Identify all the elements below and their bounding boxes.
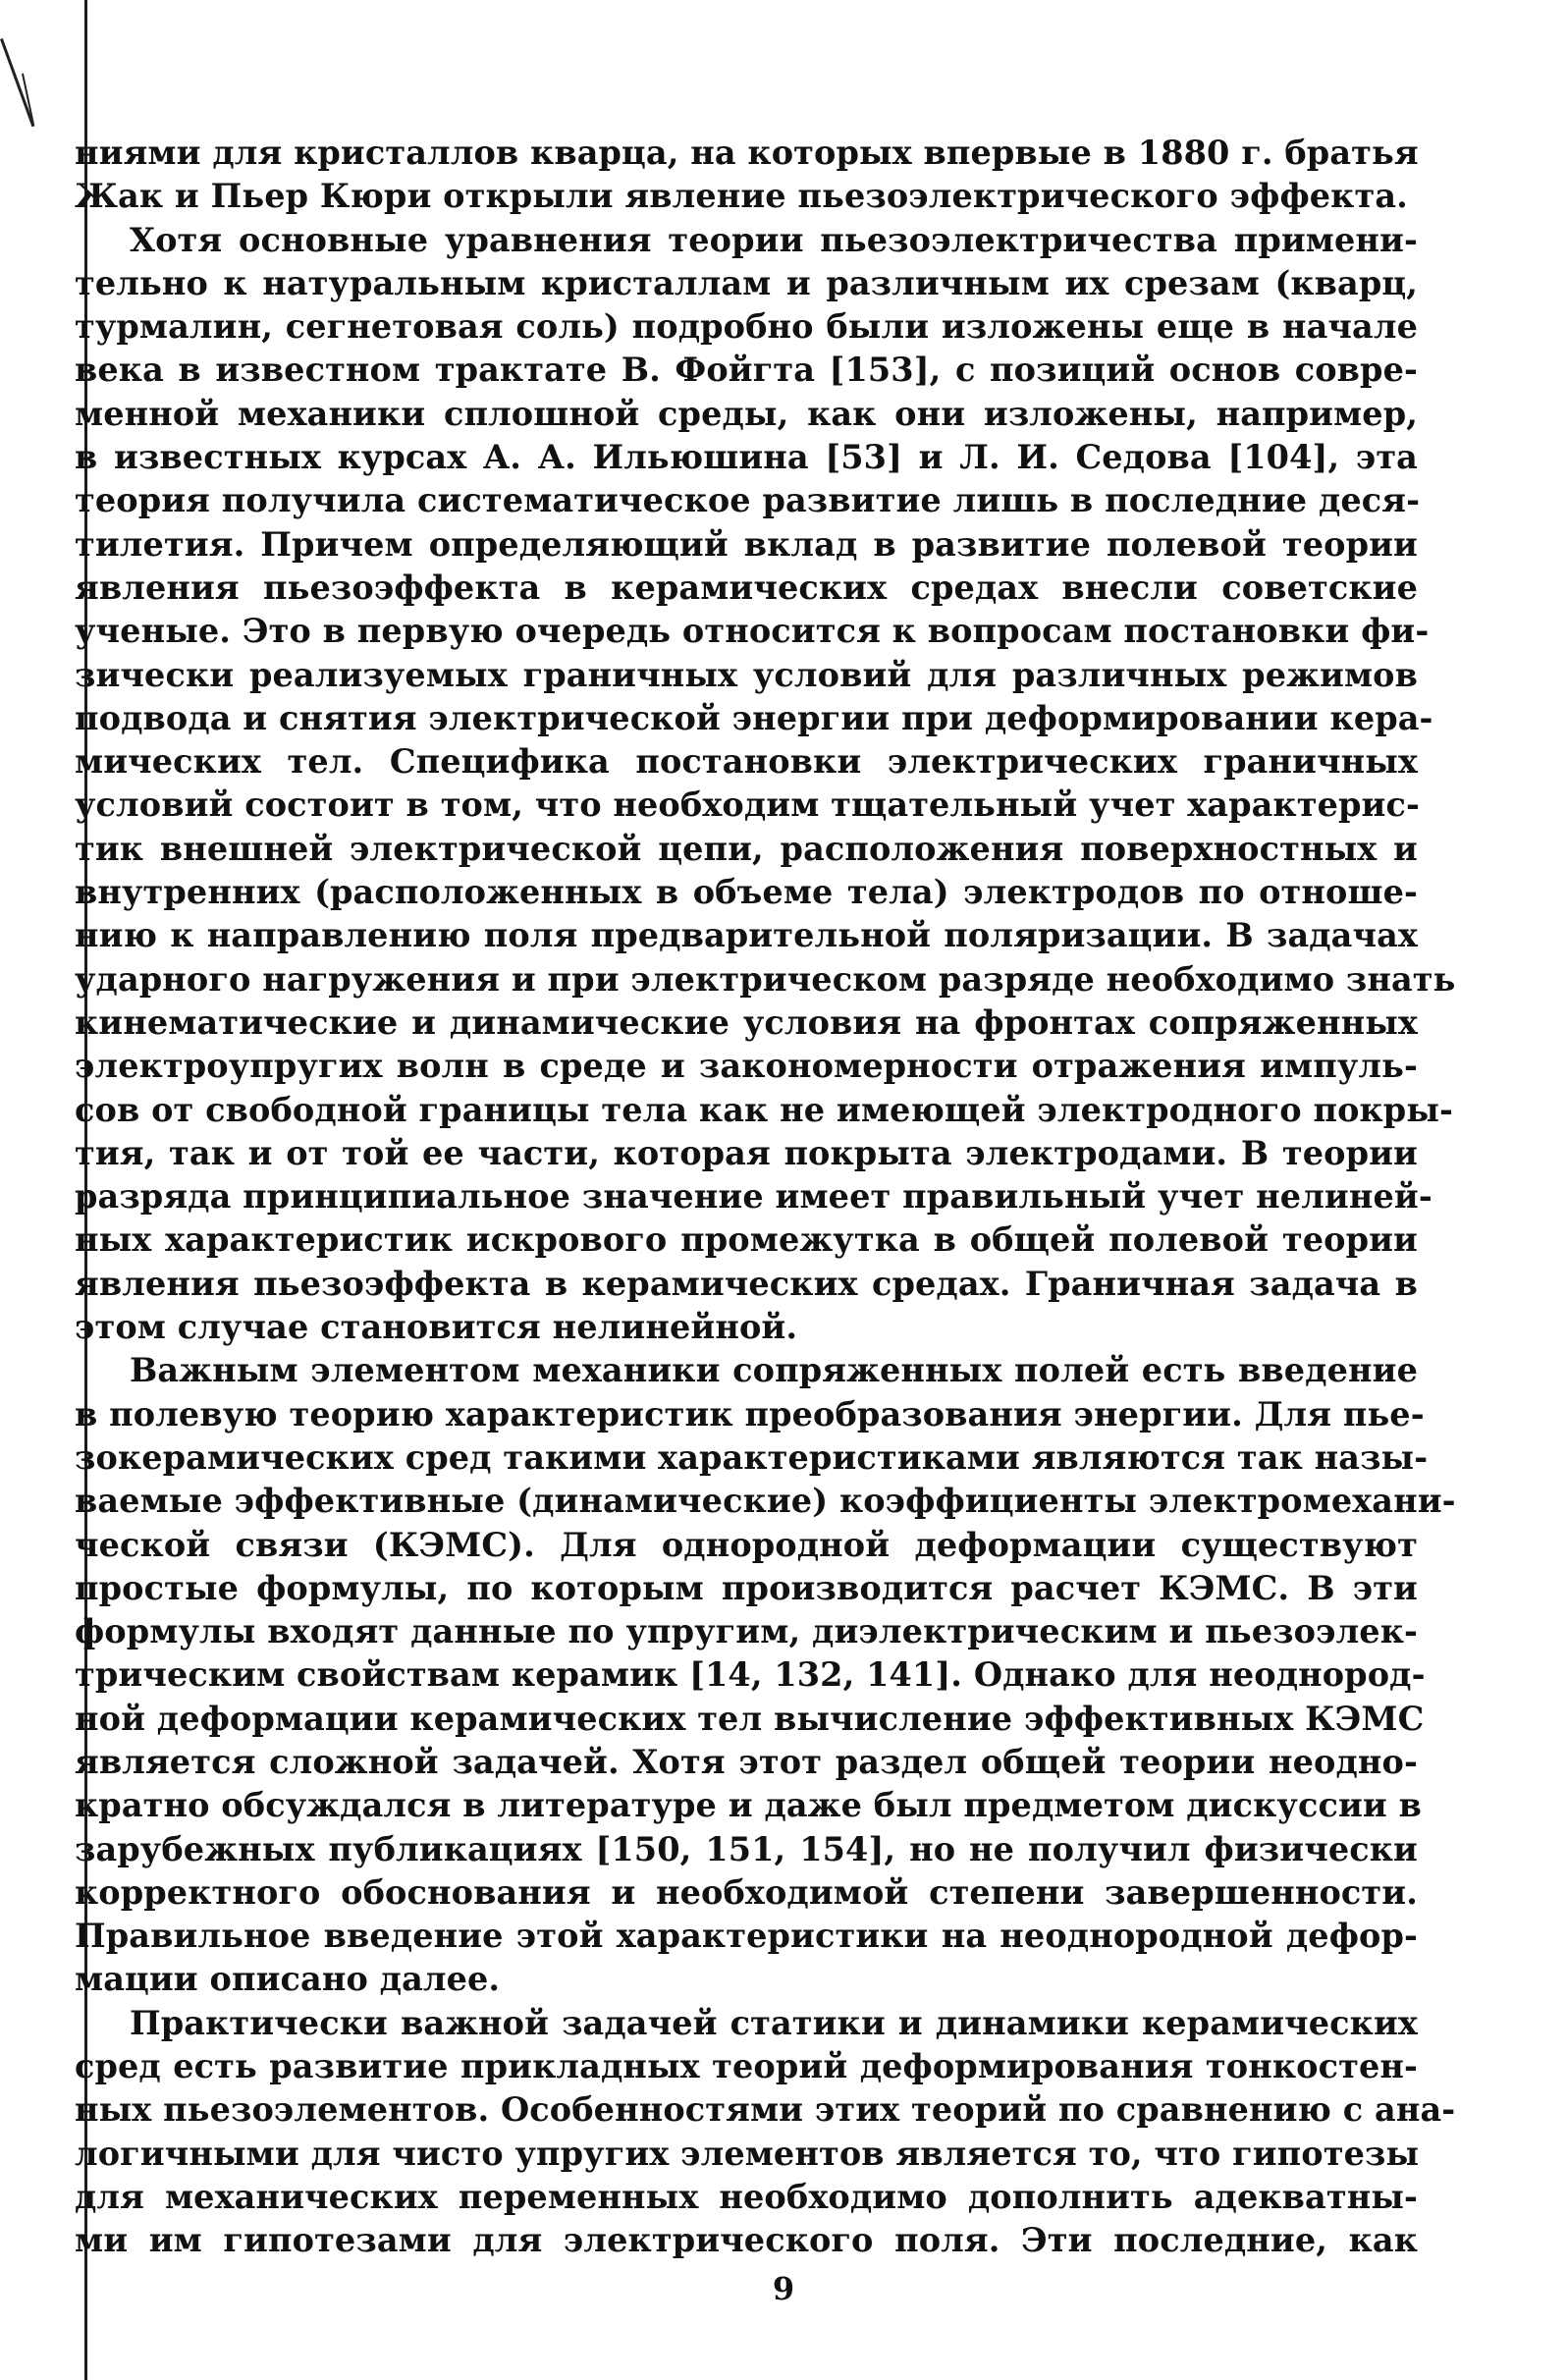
page-number: 9 bbox=[772, 2270, 795, 2307]
text-line: турмалин, сегнетовая соль) подробно были изложены еще в начале bbox=[75, 307, 1418, 347]
body-text bbox=[75, 132, 1456, 2263]
text-line: ударного нагружения и при электрическом разряде необходимо знать bbox=[75, 959, 1456, 999]
text-line: Жак и Пьер Кюри открыли явление пьезоэлектрического эффекта. bbox=[75, 177, 1408, 216]
text-line: Практически важной задачей статики и динамики керамических bbox=[130, 2003, 1418, 2042]
text-line: разряда принципиальное значение имеет правильный учет нелиней- bbox=[75, 1177, 1432, 1217]
text-line: ческой связи (КЭМС). Для однородной деформации существуют bbox=[75, 1525, 1418, 1564]
text-line: кинематические и динамические условия на фронтах сопряженных bbox=[75, 1002, 1418, 1042]
text-line: нию к направлению поля предварительной поляризации. В задачах bbox=[75, 916, 1418, 955]
text-line: ваемые эффективные (динамические) коэффициенты электромехани- bbox=[75, 1482, 1456, 1521]
text-line: явления пьезоэффекта в керамических средах. Граничная задача в bbox=[75, 1264, 1418, 1303]
text-line: тилетия. Причем определяющий вклад в развитие полевой теории bbox=[75, 524, 1418, 564]
text-line: мации описано далее. bbox=[75, 1960, 501, 1999]
text-line: явления пьезоэффекта в керамических средах внесли советские bbox=[75, 568, 1418, 607]
text-line: зически реализуемых граничных условий для различных режимов bbox=[75, 655, 1418, 694]
text-line: формулы входят данные по упругим, диэлектрическим и пьезоэлек- bbox=[75, 1612, 1418, 1651]
text-line: логичными для чисто упругих элементов является то, что гипотезы bbox=[75, 2134, 1420, 2173]
text-line: условий состоит в том, что необходим тщательный учет характерис- bbox=[75, 785, 1420, 825]
text-line: ных пьезоэлементов. Особенностями этих теорий по сравнению с ана- bbox=[75, 2090, 1456, 2130]
text-line: в известных курсах А. А. Ильюшина [53] и Л. И. Седова [104], эта bbox=[75, 438, 1418, 477]
text-line: теория получила систематическое развитие лишь в последние деся- bbox=[75, 481, 1421, 520]
text-line: мических тел. Специфика постановки электрических граничных bbox=[75, 742, 1418, 782]
text-line: в полевую теорию характеристик преобразования энергии. Для пье- bbox=[75, 1394, 1425, 1433]
text-line: Правильное введение этой характеристики на неоднородной дефор- bbox=[75, 1917, 1418, 1956]
text-line: ниями для кристаллов кварца, на которых впервые в 1880 г. братья bbox=[75, 134, 1419, 172]
text-line: корректного обоснования и необходимой степени завершенности. bbox=[75, 1872, 1418, 1912]
text-line: простые формулы, по которым производится расчет КЭМС. В эти bbox=[75, 1568, 1418, 1607]
text-line: зарубежных публикациях [150, 151, 154], но не получил физически bbox=[75, 1829, 1418, 1868]
text-line: менной механики сплошной среды, как они изложены, например, bbox=[75, 394, 1418, 433]
text-line: внутренних (расположенных в объеме тела) электродов по отноше- bbox=[75, 873, 1418, 912]
text-line: электроупругих волн в среде и закономерности отражения импуль- bbox=[75, 1047, 1418, 1086]
text-line: тия, так и от той ее части, которая покрыта электродами. В теории bbox=[75, 1133, 1418, 1172]
text-line: кратно обсуждался в литературе и даже был предметом дискуссии в bbox=[75, 1786, 1422, 1825]
text-line: Важным элементом механики сопряженных полей есть введение bbox=[130, 1351, 1418, 1390]
text-line: сред есть развитие прикладных теорий деформирования тонкостен- bbox=[75, 2047, 1418, 2086]
text-line: подвода и снятия электрической энергии при деформировании кера- bbox=[75, 698, 1433, 737]
text-line: сов от свободной границы тела как не имеющей электродного покры- bbox=[75, 1090, 1454, 1129]
text-line: ученые. Это в первую очередь относится к вопросам постановки фи- bbox=[75, 612, 1430, 651]
text-line: трическим свойствам керамик [14, 132, 141]. Однако для неоднород- bbox=[75, 1655, 1426, 1695]
text-line: зокерамических сред такими характеристиками являются так назы- bbox=[75, 1437, 1429, 1477]
text-line: тельно к натуральным кристаллам и различным их срезам (кварц, bbox=[75, 263, 1418, 302]
text-line: Хотя основные уравнения теории пьезоэлектричества примени- bbox=[130, 220, 1418, 259]
text-line: этом случае становится нелинейной. bbox=[75, 1308, 798, 1347]
text-line: века в известном трактате В. Фойгта [153], с позиций основ совре- bbox=[75, 351, 1418, 390]
text-line: является сложной задачей. Хотя этот раздел общей теории неодно- bbox=[75, 1742, 1418, 1781]
text-line: ми им гипотезами для электрического поля. Эти последние, как bbox=[75, 2221, 1418, 2260]
text-line: для механических переменных необходимо дополнить адекватны- bbox=[75, 2177, 1418, 2216]
text-line: ных характеристик искрового промежутка в общей полевой теории bbox=[75, 1220, 1418, 1260]
text-line: тик внешней электрической цепи, расположения поверхностных и bbox=[75, 829, 1418, 868]
text-line: ной деформации керамических тел вычисление эффективных КЭМС bbox=[75, 1699, 1425, 1738]
